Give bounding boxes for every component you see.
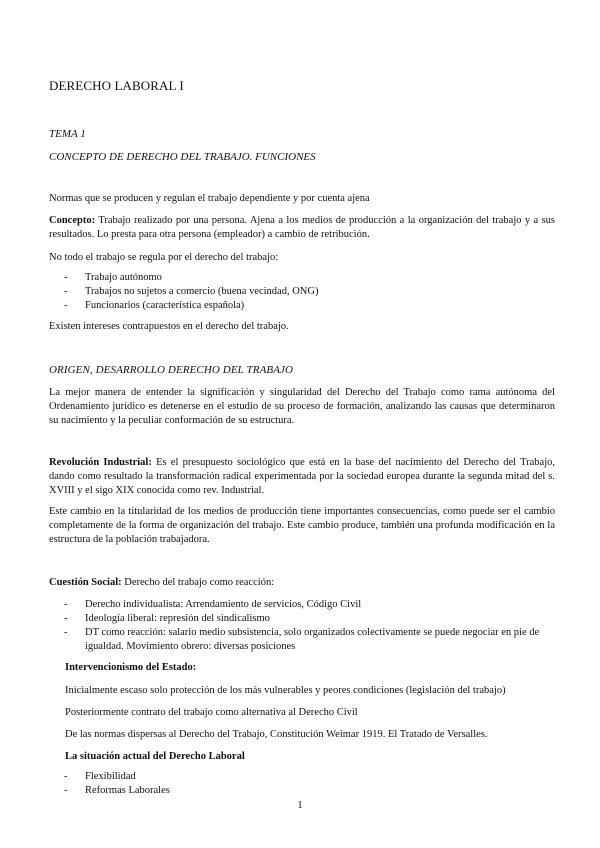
tema-label: TEMA 1 bbox=[49, 128, 86, 140]
list-item: - Derecho individualista: Arrendamiento de servicios, Código Civil bbox=[49, 598, 555, 612]
situacion-heading bbox=[49, 750, 555, 764]
no-todo-text: No todo el trabajo se regula por el derecho del trabajo: bbox=[49, 252, 279, 263]
excluded-work-list bbox=[49, 271, 555, 313]
page-number: 1 bbox=[297, 799, 303, 811]
intervencionismo-p2: Posteriormente contrato del trabajo como alternativa al Derecho Civil bbox=[65, 707, 358, 718]
list-item: - Reformas Laborales bbox=[49, 784, 555, 798]
intervencionismo-title: Intervencionismo del Estado: bbox=[65, 662, 197, 673]
cuestion-text: Derecho del trabajo como reacción: bbox=[124, 577, 275, 588]
situacion-title: La situación actual del Derecho Laboral bbox=[65, 751, 245, 762]
cuestion-paragraph bbox=[49, 576, 555, 590]
origen-paragraph: La mejor manera de entender la significación y singularidad del Derecho del Trabajo como rama autónoma del Ordenamiento jurídico es detenerse en el estudio de su proceso de formación, analizando las causas que determinaron su nacimiento y la peculiar conformación de su estructura. bbox=[49, 387, 555, 426]
concepto-text: Trabajo realizado por una persona. Ajena a los medios de producción a la organización del trabajo y a sus resultados. Lo presta para otra persona (empleador) a cambio de retribución. bbox=[49, 215, 555, 240]
cuestion-list bbox=[49, 598, 555, 654]
document-title: DERECHO LABORAL I bbox=[49, 78, 184, 93]
intervencionismo-p3: De las normas dispersas al Derecho del Trabajo, Constitución Weimar 1919. El Tratado de Versalles. bbox=[65, 729, 488, 740]
list-item: - Flexibilidad bbox=[49, 770, 555, 784]
intervencionismo-heading bbox=[49, 661, 555, 675]
situacion-list bbox=[49, 770, 555, 798]
cambio-paragraph: Este cambio en la titularidad de los medios de producción tiene importantes consecuencias, como puede ser el cambio completamente de la forma de organización del trabajo. Este cambio produce, también una profunda modificación en la estructura de la población trabajadora. bbox=[49, 506, 555, 545]
revolucion-text: Es el presupuesto sociológico que está en la base del nacimiento del Derecho del Trabajo, dando como resultado la transformación radical experimentada por la sociedad europea durante la segunda mitad del s. XVIII y el sigo XIX conocida como rev. Industrial. bbox=[49, 457, 555, 496]
list-item: - DT como reacción: salario medio subsistencia, solo organizados colectivamente se puede negociar en pie de igualdad. Movimiento obrero: diversas posiciones bbox=[49, 626, 555, 654]
definition-text: Normas que se producen y regulan el trabajo dependiente y por cuenta ajena bbox=[49, 193, 370, 204]
list-item: - Trabajo autónomo bbox=[49, 271, 555, 285]
revolucion-paragraph bbox=[49, 456, 555, 498]
list-item: - Ideología liberal: represión del sindicalismo bbox=[49, 612, 555, 626]
intereses-text: Existen intereses contrapuestos en el derecho del trabajo. bbox=[49, 321, 289, 332]
concepto-label: Concepto: bbox=[49, 215, 96, 226]
concepto-paragraph bbox=[49, 214, 555, 242]
revolucion-label: Revolución Industrial: bbox=[49, 457, 152, 468]
list-item: - Funcionarios (característica española) bbox=[49, 299, 555, 313]
tema-title: CONCEPTO DE DERECHO DEL TRABAJO. FUNCIONES bbox=[49, 151, 316, 163]
origen-section-title: ORIGEN, DESARROLLO DERECHO DEL TRABAJO bbox=[49, 364, 294, 376]
intervencionismo-p1: Inicialmente escaso solo protección de los más vulnerables y peores condiciones (legislación del trabajo) bbox=[65, 685, 506, 696]
list-item: - Trabajos no sujetos a comercio (buena vecindad, ONG) bbox=[49, 285, 555, 299]
cuestion-label: Cuestión Social: bbox=[49, 577, 122, 588]
